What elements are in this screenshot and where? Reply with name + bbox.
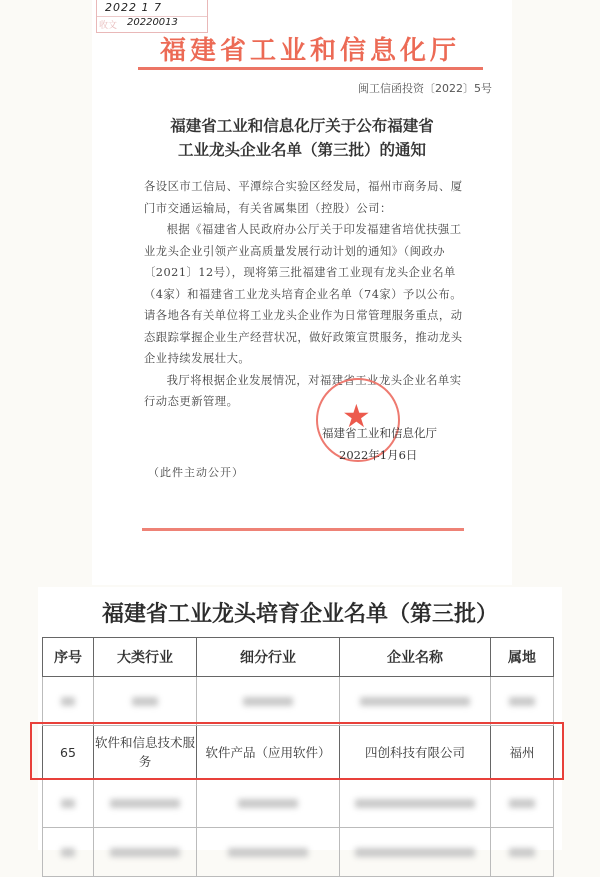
cell-company: 四创科技有限公司 <box>340 726 491 779</box>
cell-location: 福州 <box>491 726 554 779</box>
body-paragraph-1: 根据《福建省人民政府办公厅关于印发福建省培优扶强工业龙头企业引领产业高质量发展行动计划的通知》（闽政办〔2021〕12号），现将第三批福建省工业现有龙头企业名单（4家）和福建省工业龙头培育企业名单（74家）予以公布。请各地各有关单位将工业龙头企业作为日常管理服务重点，动态跟踪掌握企业生产经营状况，做好政策宣贯服务，推动龙头企业持续发展壮大。 <box>144 223 463 365</box>
public-note: （此件主动公开） <box>148 466 244 479</box>
blurred-cell <box>340 779 491 828</box>
blurred-cell <box>491 677 554 726</box>
cell-category: 软件和信息技术服务 <box>94 726 197 779</box>
enterprise-list-section <box>38 587 562 850</box>
blurred-cell <box>491 779 554 828</box>
table-row-highlighted <box>43 726 554 779</box>
list-title: 福建省工业龙头培育企业名单（第三批） <box>101 602 498 627</box>
column-header-category: 大类行业 <box>94 638 197 677</box>
star-icon: ★ <box>342 397 371 435</box>
column-header-subcategory: 细分行业 <box>197 638 340 677</box>
blurred-cell <box>197 828 340 877</box>
document-number: 闽工信函投资〔2022〕5号 <box>358 82 492 95</box>
table-header-row <box>43 638 554 677</box>
cell-index: 65 <box>43 726 94 779</box>
table-row-blurred <box>43 828 554 877</box>
org-title: 福建省工业和信息化厅 <box>159 36 460 66</box>
receipt-number: 20220013 <box>127 17 178 28</box>
signature-org: 福建省工业和信息化厅 <box>322 426 437 440</box>
notice-title-line2: 工业龙头企业名单（第三批）的通知 <box>177 141 426 159</box>
footer-divider <box>142 528 464 531</box>
blurred-cell <box>94 779 197 828</box>
receipt-date: 2022 1 7 <box>105 1 162 14</box>
addressees: 各设区市工信局、平潭综合实验区经发局，福州市商务局、厦门市交通运输局，有关省属集团（控股）公司： <box>144 180 463 215</box>
table-row-blurred <box>43 779 554 828</box>
blurred-cell <box>43 779 94 828</box>
blurred-cell <box>43 677 94 726</box>
notice-body <box>144 176 466 413</box>
blurred-cell <box>491 828 554 877</box>
enterprise-table <box>42 637 554 877</box>
receipt-label: 收文 <box>99 21 118 31</box>
notice-title-line1: 福建省工业和信息化厅关于公布福建省 <box>170 117 434 135</box>
notice-title <box>122 114 482 162</box>
blurred-cell <box>94 828 197 877</box>
column-header-company: 企业名称 <box>340 638 491 677</box>
blurred-cell <box>94 677 197 726</box>
cell-subcategory: 软件产品（应用软件） <box>197 726 340 779</box>
blurred-cell <box>197 677 340 726</box>
signature-date: 2022年1月6日 <box>339 448 418 462</box>
column-header-index: 序号 <box>43 638 94 677</box>
body-paragraph-2: 我厅将根据企业发展情况，对福建省工业龙头企业名单实行动态更新管理。 <box>144 373 462 408</box>
blurred-cell <box>197 779 340 828</box>
header-divider <box>138 67 483 70</box>
receipt-stamp <box>96 0 208 33</box>
column-header-location: 属地 <box>491 638 554 677</box>
table-row-blurred <box>43 677 554 726</box>
blurred-cell <box>340 828 491 877</box>
notice-page <box>92 0 512 585</box>
blurred-cell <box>340 677 491 726</box>
blurred-cell <box>43 828 94 877</box>
